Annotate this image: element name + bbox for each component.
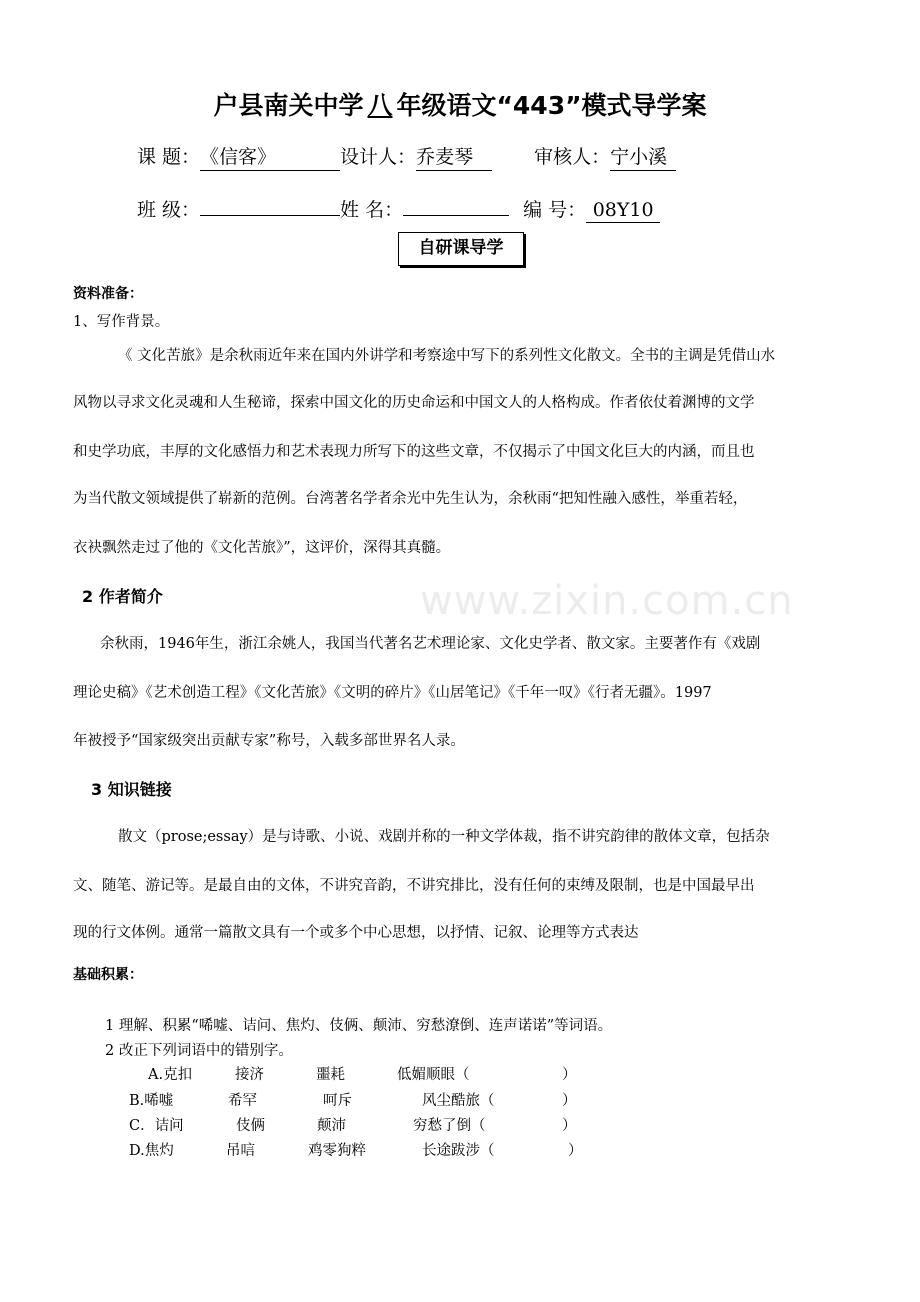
number-label: 编 号：: [523, 199, 587, 221]
option-c-4: 穷愁了倒（: [413, 1118, 486, 1134]
option-a-close: ）: [562, 1067, 577, 1083]
option-a-1: A.克扣: [148, 1067, 193, 1083]
bg-line-4: 为当代散文领域提供了崭新的范例。台湾著名学者余光中先生认为，余秋雨“把知性融入感性，举重若轻，: [73, 491, 748, 507]
option-d-3: 鸡零狗粹: [308, 1143, 366, 1159]
knowledge-line-3: 现的行文体例。通常一篇散文具有一个或多个中心思想，以抒情、记叙、论理等方式表达: [73, 925, 639, 941]
option-a-2: 接济: [235, 1067, 264, 1083]
option-a-3: 噩耗: [316, 1067, 345, 1083]
number-value: 08Y10: [586, 199, 660, 223]
option-d-1: D.焦灼: [129, 1143, 174, 1159]
name-blank: [403, 192, 509, 216]
meta-row-1: [137, 142, 676, 171]
bg-line-1: 《 文化苦旅》是余秋雨近年来在国内外讲学和考察途中写下的系列性文化散文。全书的主调是凭借山水: [118, 348, 776, 364]
option-b-2: 希罕: [228, 1093, 257, 1109]
author-line-3: 年被授予“国家级突出贡献专家”称号，入载多部世界名人录。: [73, 733, 465, 749]
topic-value: 《信客》: [200, 142, 340, 171]
title-suffix: 年级语文“443”模式导学案: [396, 91, 707, 120]
author-line-2: 理论史稿》《艺术创造工程》《文化苦旅》《文明的碎片》《山居笔记》《千年一叹》《行者无疆》。1997: [73, 685, 712, 701]
author-line-1: 余秋雨，1946年生，浙江余姚人，我国当代著名艺术理论家、文化史学者、散文家。主要著作有《戏剧: [100, 636, 761, 652]
task-1: 1 理解、积累“唏嘘、诘问、焦灼、伎俩、颠沛、穷愁潦倒、连声诺诺”等词语。: [105, 1018, 613, 1034]
reviewer-value: 宁小溪: [610, 142, 676, 171]
section-box: 自研课导学: [398, 232, 524, 266]
option-b-4: 风尘酷旅（: [422, 1093, 495, 1109]
option-a-4: 低媚顺眼（: [397, 1067, 470, 1083]
designer-label: 设计人：: [340, 146, 417, 168]
option-c-1: C．诘问: [129, 1118, 184, 1134]
knowledge-line-2: 文、随笔、游记等。是最自由的文体，不讲究音韵，不讲究排比，没有任何的束缚及限制，也是中国最早出: [73, 878, 755, 894]
designer-value: 乔麦琴: [416, 142, 492, 171]
option-d-4: 长途跋涉（: [422, 1143, 495, 1159]
title-grade: 八: [367, 91, 393, 120]
title-prefix: 户县南关中学: [213, 91, 364, 120]
heading-knowledge: 3 知识链接: [91, 780, 172, 799]
knowledge-line-1: 散文（prose;essay）是与诗歌、小说、戏剧并称的一种文学体裁，指不讲究韵律的散体文章，包括杂: [118, 829, 770, 845]
bg-line-2: 风物以寻求文化灵魂和人生秘谛，探索中国文化的历史命运和中国文人的人格构成。作者依仗着渊博的文学: [73, 395, 755, 411]
class-label: 班 级：: [137, 199, 201, 221]
option-d-close: ）: [568, 1143, 583, 1159]
heading-author: 2 作者简介: [82, 587, 163, 606]
option-b-close: ）: [562, 1093, 577, 1109]
bg-line-3: 和史学功底，丰厚的文化感悟力和艺术表现力所写下的这些文章，不仅揭示了中国文化巨大的内涵，而且也: [73, 444, 755, 460]
watermark: www.zixin.com.cn: [420, 578, 794, 624]
option-c-3: 颠沛: [317, 1118, 346, 1134]
option-b-1: B.唏嘘: [129, 1093, 174, 1109]
topic-label: 课 题：: [137, 146, 201, 168]
meta-row-2: [137, 192, 660, 223]
reviewer-label: 审核人：: [534, 146, 611, 168]
prep-label: 资料准备：: [73, 286, 143, 302]
option-c-close: ）: [562, 1118, 577, 1134]
bg-line-5: 衣袂飘然走过了他的《文化苦旅》”，这评价，深得其真髓。: [73, 540, 451, 556]
document-title: [0, 86, 920, 122]
class-blank: [200, 192, 340, 216]
task-2: 2 改正下列词语中的错别字。: [105, 1043, 293, 1059]
option-b-3: 呵斥: [323, 1093, 352, 1109]
option-d-2: 吊唁: [226, 1143, 255, 1159]
option-c-2: 伎俩: [236, 1118, 265, 1134]
item1-title: 1、写作背景。: [73, 314, 170, 330]
name-label: 姓 名：: [340, 199, 404, 221]
basic-label: 基础积累：: [73, 967, 143, 983]
